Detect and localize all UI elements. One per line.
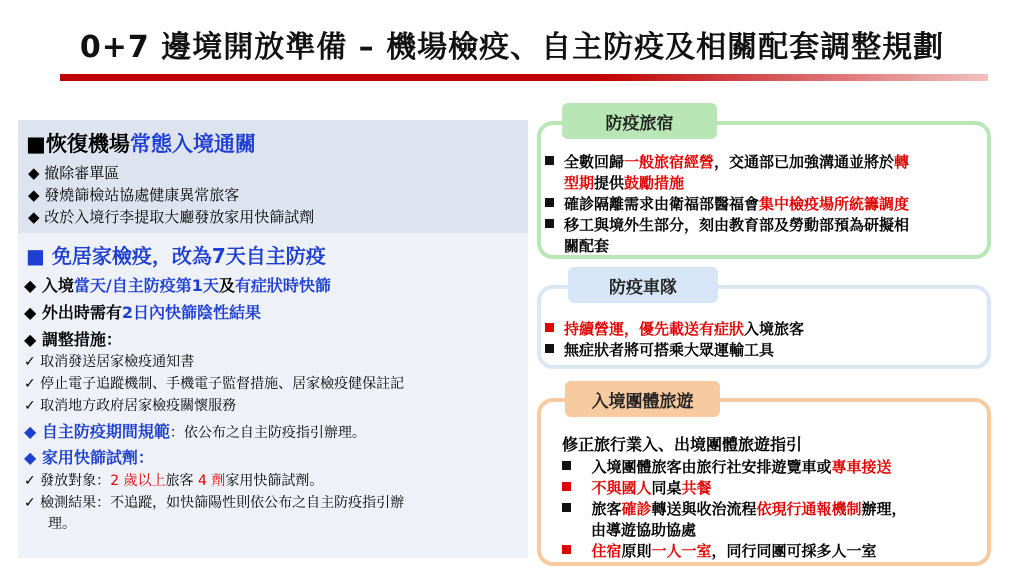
sec1-title: ■恢復機場常態入境通關 <box>26 132 256 156</box>
tour-tag: 入境團體旅遊 <box>565 381 720 417</box>
hotel-item: 確診隔離需求由衛福部醫福會集中檢疫場所統籌調度 <box>545 193 909 214</box>
square-bullet-icon <box>562 545 571 554</box>
square-bullet-icon <box>545 156 554 165</box>
square-bullet-icon <box>545 323 554 332</box>
hotel-item: 移工與境外生部分，刻由教育部及勞動部預為研擬相 <box>545 214 909 235</box>
sec2-test1: ✓ 發放對象：2 歲以上旅客 4 劑家用快篩試劑。 <box>24 473 324 489</box>
sec2-line2: ◆ 外出時需有2日內快篩陰性結果 <box>24 303 262 322</box>
square-bullet-icon <box>562 503 571 512</box>
fleet-item: 持續營運，優先載送有症狀入境旅客 <box>545 318 804 339</box>
sec2-line3: ◆ 調整措施： <box>24 330 122 349</box>
hotel-item-cont: 關配套 <box>564 237 610 255</box>
fleet-tag: 防疫車隊 <box>568 267 718 303</box>
sec2-title: ■ 免居家檢疫，改為7天自主防疫 <box>26 244 326 268</box>
square-bullet-icon <box>562 461 571 470</box>
sec2-line1: ◆ 入境當天/自主防疫第1天及有症狀時快篩 <box>24 276 331 295</box>
fleet-item: 無症狀者將可搭乘大眾運輸工具 <box>545 339 774 360</box>
sec2-line5: ◆ 家用快篩試劑： <box>24 448 154 467</box>
tour-item: 旅客確診轉送與收治流程依現行通報機制辦理， <box>562 498 907 519</box>
square-bullet-icon <box>562 482 571 491</box>
sec1-item: ◆ 改於入境行李提取大廳發放家用快篩試劑 <box>28 208 315 226</box>
square-bullet-icon <box>545 219 554 228</box>
sec1-item: ◆ 撤除審單區 <box>28 164 120 182</box>
square-bullet-icon: ■ <box>26 244 45 268</box>
sec2-check: ✓ 取消發送居家檢疫通知書 <box>24 354 195 370</box>
left-panel <box>18 120 528 558</box>
hotel-tag: 防疫旅宿 <box>562 103 717 139</box>
sec2-check: ✓ 停止電子追蹤機制、手機電子監督措施、居家檢疫健保註記 <box>24 376 405 392</box>
sec2-test2-cont: 理。 <box>48 516 76 532</box>
square-bullet-icon: ■ <box>26 132 46 156</box>
square-bullet-icon <box>545 344 554 353</box>
sec2-line4: ◆ 自主防疫期間規範：依公布之自主防疫指引辦理。 <box>24 422 366 441</box>
tour-item: 住宿原則一人一室，同行同團可採多人一室 <box>562 540 877 561</box>
tour-item: 入境團體旅客由旅行社安排遊覽車或專車接送 <box>562 456 891 477</box>
title-underline <box>60 74 988 81</box>
sec2-test2: ✓ 檢測結果：不追蹤，如快篩陽性則依公布之自主防疫指引辦 <box>24 495 405 511</box>
page-title: 0+7 邊境開放準備 – 機場檢疫、自主防疫及相關配套調整規劃 <box>79 30 945 65</box>
tour-item: 不與國人同桌共餐 <box>562 477 712 498</box>
sec2-check: ✓ 取消地方政府居家檢疫關懷服務 <box>24 398 237 414</box>
sec1-item: ◆ 發燒篩檢站協處健康異常旅客 <box>28 186 240 204</box>
tour-heading: 修正旅行業入、出境團體旅遊指引 <box>562 435 803 454</box>
hotel-item-cont: 型期提供鼓勵措施 <box>564 174 685 192</box>
tour-item-cont: 由導遊協助協處 <box>591 521 697 539</box>
hotel-item: 全數回歸一般旅宿經營，交通部已加強溝通並將於轉 <box>545 151 909 172</box>
square-bullet-icon <box>545 198 554 207</box>
